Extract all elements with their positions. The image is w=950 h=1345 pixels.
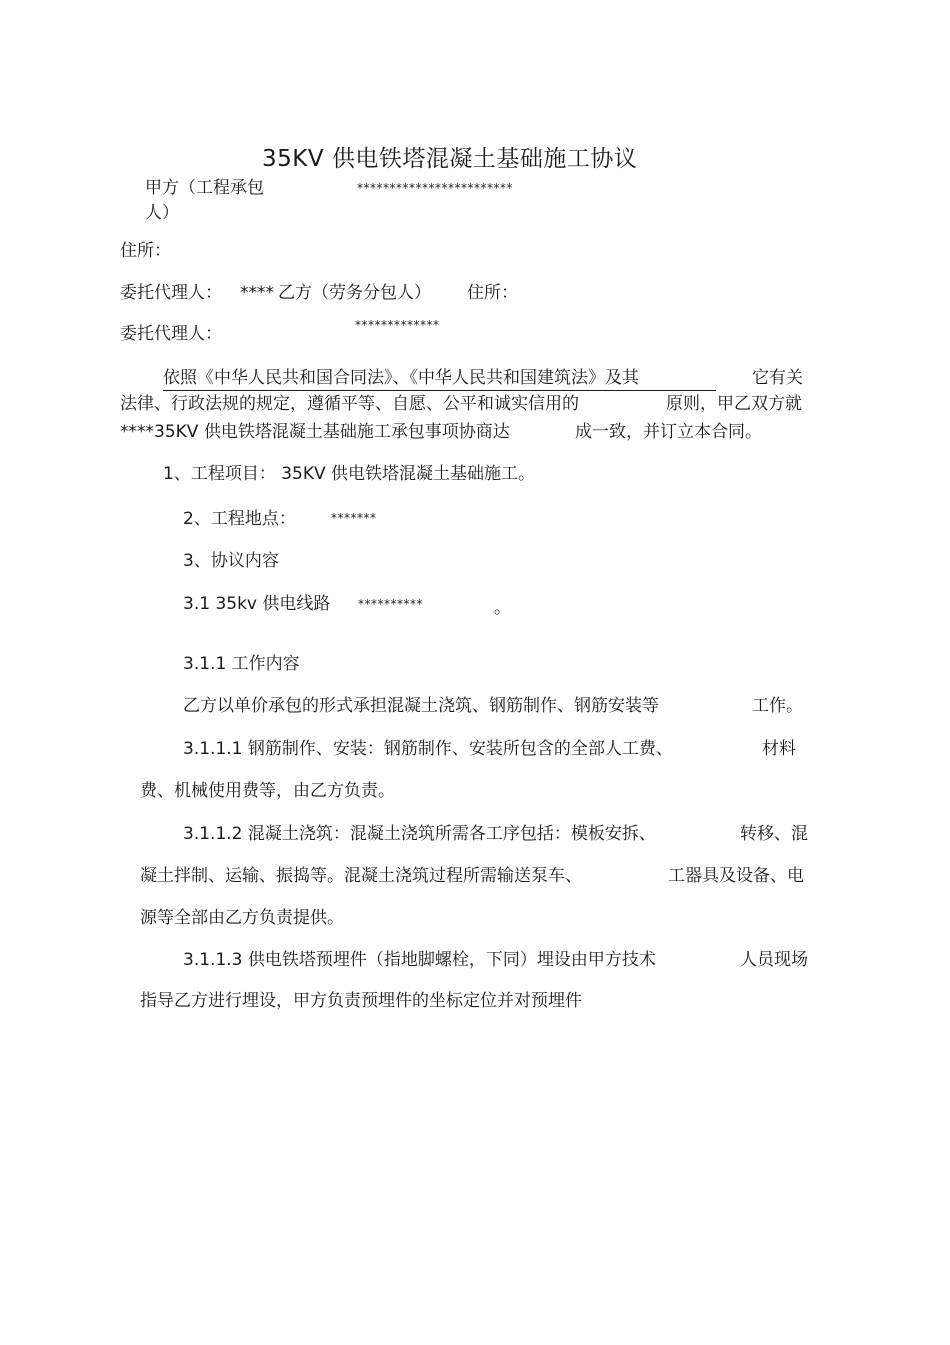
- preamble-line-1: 依照《中华人民共和国合同法》、《中华人民共和国建筑法》及其: [163, 367, 716, 391]
- section-3-1-label: 3.1 35kv 供电线路: [183, 594, 331, 614]
- section-3-1-end: 。: [494, 598, 511, 618]
- clause-3-1-1-1-end: 材料: [762, 739, 796, 759]
- preamble-line-3: ****35KV 供电铁塔混凝土基础施工承包事项协商达: [120, 422, 510, 442]
- clause-3-1-1-2-cont: 凝土拌制、运输、振捣等。混凝土浇筑过程所需输送泵车、: [140, 866, 582, 886]
- party-b-agent-label: 委托代理人：: [120, 324, 222, 344]
- party-a-label-cont: 人）: [145, 203, 179, 223]
- party-b-agent-value: *************: [355, 318, 440, 332]
- page-title: 35KV 供电铁塔混凝土基础施工协议: [262, 146, 638, 172]
- clause-3-1-1-3-cont: 指导乙方进行埋设，甲方负责预埋件的坐标定位并对预埋件: [140, 991, 582, 1011]
- clause-3-1-1-3-end: 人员现场: [740, 950, 808, 970]
- item-project: 1、工程项目： 35KV 供电铁塔混凝土基础施工。: [163, 464, 536, 484]
- party-a-agent-label: 委托代理人：: [120, 283, 222, 303]
- party-b-label: 乙方（劳务分包人）: [278, 283, 431, 303]
- clause-3-1-1-2-end: 转移、混: [740, 824, 808, 844]
- work-content-text-end: 工作。: [752, 696, 803, 716]
- preamble-line-1-end: 它有关: [752, 368, 803, 388]
- clause-3-1-1-3: 3.1.1.3 供电铁塔预埋件（指地脚螺栓，下同）埋设由甲方技术: [183, 950, 656, 970]
- work-content-text: 乙方以单价承包的形式承担混凝土浇筑、钢筋制作、钢筋安装等: [183, 696, 659, 716]
- clause-3-1-1-1: 3.1.1.1 钢筋制作、安装：钢筋制作、安装所包含的全部人工费、: [183, 739, 673, 759]
- item-agreement-content: 3、协议内容: [183, 551, 279, 571]
- party-b-name-value: ****: [240, 283, 274, 303]
- party-b-address-label: 住所：: [467, 283, 518, 303]
- clause-3-1-1-2-cont-end: 工器具及设备、电: [668, 866, 804, 886]
- item-location-value: *******: [331, 511, 377, 525]
- clause-3-1-1-2-last: 源等全部由乙方负责提供。: [140, 908, 344, 928]
- item-location-label: 2、工程地点：: [183, 509, 296, 529]
- preamble-line-2: 法律、行政法规的规定，遵循平等、自愿、公平和诚实信用的: [120, 394, 579, 414]
- party-a-label: 甲方（工程承包: [145, 178, 264, 198]
- section-3-1-value: **********: [358, 597, 423, 611]
- preamble-line-3-end: 成一致，并订立本合同。: [575, 422, 762, 442]
- clause-3-1-1-2: 3.1.1.2 混凝土浇筑：混凝土浇筑所需各工序包括：模板安拆、: [183, 824, 656, 844]
- preamble-line-2-end: 原则，甲乙双方就: [666, 394, 802, 414]
- section-3-1-1-heading: 3.1.1 工作内容: [183, 654, 300, 674]
- party-a-address-label: 住所：: [120, 241, 171, 261]
- party-a-value: ************************: [357, 181, 513, 195]
- clause-3-1-1-1-cont: 费、机械使用费等，由乙方负责。: [140, 781, 395, 801]
